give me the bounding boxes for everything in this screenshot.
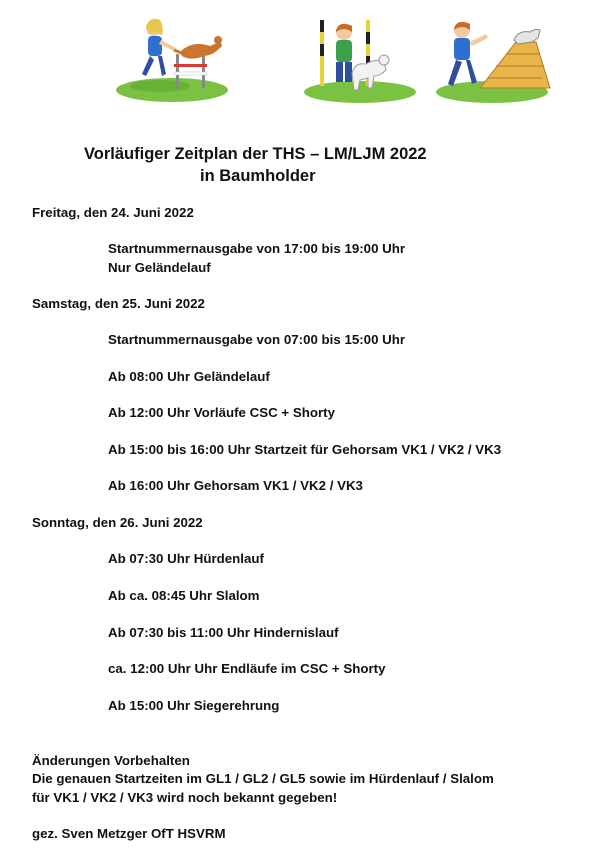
schedule-item: Nur Geländelauf [108, 260, 211, 275]
schedule-item: Ab 16:00 Uhr Gehorsam VK1 / VK2 / VK3 [108, 478, 363, 493]
day-heading-friday: Freitag, den 24. Juni 2022 [32, 205, 194, 220]
changes-notice: Änderungen Vorbehalten [32, 753, 190, 768]
schedule-item: Ab 12:00 Uhr Vorläufe CSC + Shorty [108, 405, 335, 420]
signature: gez. Sven Metzger OfT HSVRM [32, 826, 226, 841]
schedule-item: Ab 15:00 Uhr Siegerehrung [108, 698, 280, 713]
day-heading-sunday: Sonntag, den 26. Juni 2022 [32, 515, 203, 530]
document-title: Vorläufiger Zeitplan der THS – LM/LJM 2022 [84, 145, 427, 163]
boy-dog-aframe-icon [432, 14, 552, 104]
schedule-item: ca. 12:00 Uhr Uhr Endläufe im CSC + Shorty [108, 661, 386, 676]
schedule-item: Ab 07:30 Uhr Hürdenlauf [108, 551, 264, 566]
girl-dog-jump-icon [112, 14, 232, 104]
details-note: für VK1 / VK2 / VK3 wird noch bekannt gegeben! [32, 790, 338, 805]
day-heading-saturday: Samstag, den 25. Juni 2022 [32, 296, 205, 311]
boy-dog-weave-icon [300, 14, 420, 104]
schedule-item: Startnummernausgabe von 07:00 bis 15:00 Uhr [108, 332, 406, 347]
schedule-item: Ab ca. 08:45 Uhr Slalom [108, 588, 260, 603]
schedule-item: Ab 15:00 bis 16:00 Uhr Startzeit für Gehorsam VK1 / VK2 / VK3 [108, 442, 502, 457]
document-subtitle: in Baumholder [200, 167, 316, 185]
schedule-item: Startnummernausgabe von 17:00 bis 19:00 Uhr [108, 241, 406, 256]
details-note: Die genauen Startzeiten im GL1 / GL2 / GL5 sowie im Hürdenlauf / Slalom [32, 771, 494, 786]
schedule-item: Ab 08:00 Uhr Geländelauf [108, 369, 270, 384]
schedule-item: Ab 07:30 bis 11:00 Uhr Hindernislauf [108, 625, 339, 640]
